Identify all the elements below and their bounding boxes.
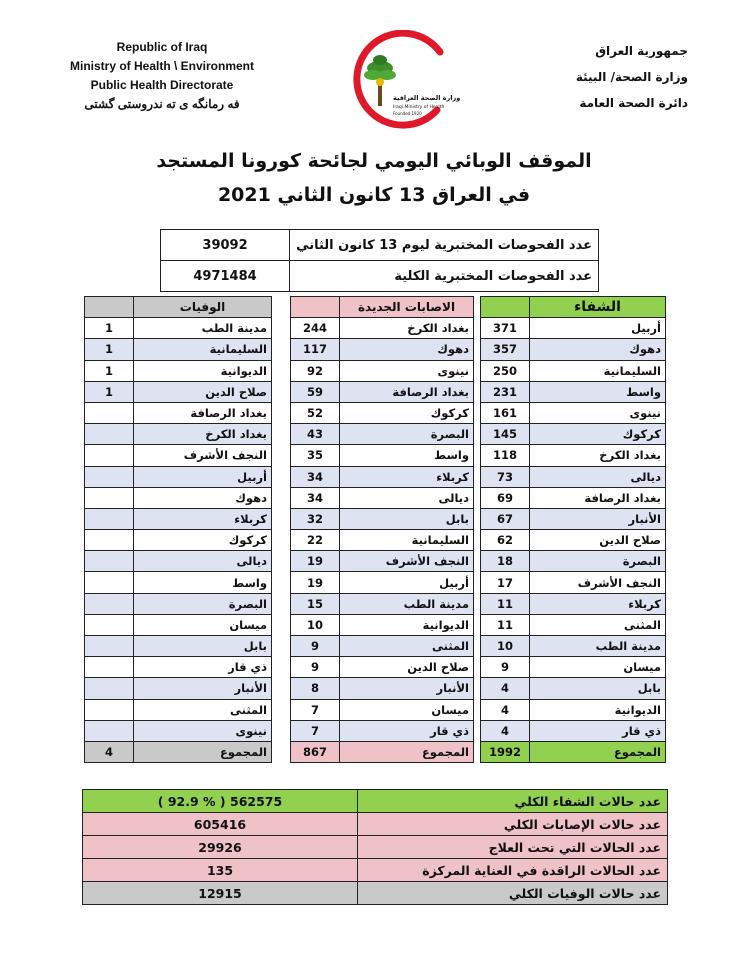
deaths-value xyxy=(85,487,134,508)
recoveries-province: بغداد الرصافة xyxy=(530,487,666,508)
recoveries-row xyxy=(481,339,666,360)
cases-value: 9 xyxy=(291,657,340,678)
recoveries-province: ذي قار xyxy=(530,720,666,741)
summary-label: عدد الحالات التي تحت العلاج xyxy=(358,836,668,859)
cases-province: دهوك xyxy=(340,339,474,360)
deaths-row xyxy=(85,487,272,508)
cases-province: أربيل xyxy=(340,572,474,593)
recoveries-value: 10 xyxy=(481,636,530,657)
cases-value: 34 xyxy=(291,487,340,508)
summary-label: عدد حالات الشفاء الكلي xyxy=(358,790,668,813)
cases-province: بغداد الكرخ xyxy=(340,318,474,339)
deaths-row xyxy=(85,614,272,635)
deaths-province: نينوى xyxy=(134,720,272,741)
cases-value: 32 xyxy=(291,508,340,529)
recoveries-province: ميسان xyxy=(530,657,666,678)
summary-row xyxy=(83,882,668,905)
cases-row xyxy=(291,381,474,402)
deaths-header-blank xyxy=(85,297,134,318)
deaths-province: النجف الأشرف xyxy=(134,445,272,466)
deaths-row xyxy=(85,530,272,551)
recoveries-value: 145 xyxy=(481,424,530,445)
recoveries-row xyxy=(481,402,666,423)
recoveries-province: مدينة الطب xyxy=(530,636,666,657)
recoveries-value: 250 xyxy=(481,360,530,381)
recoveries-total-label: المجموع xyxy=(530,741,666,762)
cases-row xyxy=(291,466,474,487)
deaths-row xyxy=(85,445,272,466)
deaths-row xyxy=(85,402,272,423)
header-ministry-ar: وزارة الصحة/ البيئة xyxy=(575,70,688,84)
deaths-row xyxy=(85,657,272,678)
recoveries-value: 73 xyxy=(481,466,530,487)
recoveries-value: 161 xyxy=(481,402,530,423)
deaths-value xyxy=(85,530,134,551)
summary-row xyxy=(83,859,668,882)
recoveries-value: 11 xyxy=(481,593,530,614)
deaths-row xyxy=(85,720,272,741)
recoveries-row xyxy=(481,699,666,720)
deaths-province: واسط xyxy=(134,572,272,593)
cases-header-blank xyxy=(291,297,340,318)
recoveries-province: بابل xyxy=(530,678,666,699)
cases-row xyxy=(291,402,474,423)
recoveries-row xyxy=(481,657,666,678)
recoveries-province: السليمانية xyxy=(530,360,666,381)
cases-value: 92 xyxy=(291,360,340,381)
recoveries-row xyxy=(481,636,666,657)
cases-row xyxy=(291,487,474,508)
summary-row xyxy=(83,790,668,813)
summary-table xyxy=(82,789,668,905)
tests-row-daily xyxy=(161,230,599,261)
recoveries-header-blank xyxy=(481,297,530,318)
deaths-row xyxy=(85,424,272,445)
recoveries-row xyxy=(481,720,666,741)
tests-daily-label: عدد الفحوصات المختبرية ليوم 13 كانون الثاني xyxy=(290,230,599,261)
recoveries-row xyxy=(481,487,666,508)
recoveries-province: النجف الأشرف xyxy=(530,572,666,593)
cases-row xyxy=(291,657,474,678)
cases-row xyxy=(291,572,474,593)
deaths-value xyxy=(85,551,134,572)
recoveries-total-value: 1992 xyxy=(481,741,530,762)
cases-province: مدينة الطب xyxy=(340,593,474,614)
deaths-province: البصرة xyxy=(134,593,272,614)
cases-province: الأنبار xyxy=(340,678,474,699)
cases-province: ميسان xyxy=(340,699,474,720)
recoveries-value: 4 xyxy=(481,678,530,699)
deaths-province: بابل xyxy=(134,636,272,657)
summary-label: عدد حالات الوفيات الكلي xyxy=(358,882,668,905)
deaths-row xyxy=(85,466,272,487)
cases-province: الديوانية xyxy=(340,614,474,635)
cases-row xyxy=(291,551,474,572)
recoveries-province: أربيل xyxy=(530,318,666,339)
cases-province: كربلاء xyxy=(340,466,474,487)
deaths-province: دهوك xyxy=(134,487,272,508)
cases-value: 19 xyxy=(291,551,340,572)
deaths-value xyxy=(85,614,134,635)
deaths-row xyxy=(85,318,272,339)
recoveries-province: نينوى xyxy=(530,402,666,423)
recoveries-province: دهوك xyxy=(530,339,666,360)
deaths-row xyxy=(85,508,272,529)
deaths-value xyxy=(85,593,134,614)
recoveries-value: 18 xyxy=(481,551,530,572)
recoveries-value: 231 xyxy=(481,381,530,402)
cases-header: الاصابات الجديدة xyxy=(340,297,474,318)
cases-province: واسط xyxy=(340,445,474,466)
deaths-value xyxy=(85,402,134,423)
recoveries-value: 67 xyxy=(481,508,530,529)
cases-row xyxy=(291,593,474,614)
cases-province: المثنى xyxy=(340,636,474,657)
deaths-value xyxy=(85,678,134,699)
summary-value: 605416 xyxy=(83,813,358,836)
cases-value: 35 xyxy=(291,445,340,466)
recoveries-province: صلاح الدين xyxy=(530,530,666,551)
recoveries-value: 4 xyxy=(481,720,530,741)
cases-province: بابل xyxy=(340,508,474,529)
deaths-province: السليمانية xyxy=(134,339,272,360)
cases-value: 117 xyxy=(291,339,340,360)
cases-province: البصرة xyxy=(340,424,474,445)
deaths-province: مدينة الطب xyxy=(134,318,272,339)
summary-row xyxy=(83,836,668,859)
header-directorate-ar: دائرة الصحة العامة xyxy=(579,96,688,110)
cases-value: 52 xyxy=(291,402,340,423)
cases-row xyxy=(291,720,474,741)
cases-row xyxy=(291,339,474,360)
cases-value: 34 xyxy=(291,466,340,487)
tests-total-value: 4971484 xyxy=(161,261,290,292)
summary-value: 12915 xyxy=(83,882,358,905)
tests-row-total xyxy=(161,261,599,292)
summary-value: 135 xyxy=(83,859,358,882)
header-ministry: Ministry of Health \ Environment xyxy=(69,59,255,73)
cases-province: ديالى xyxy=(340,487,474,508)
deaths-row xyxy=(85,678,272,699)
arabic-header xyxy=(576,38,688,116)
logo-founded-text: Founded 1920 xyxy=(393,111,422,116)
recoveries-value: 9 xyxy=(481,657,530,678)
page-title: الموقف الوبائي اليومي لجائحة كورونا المستجد xyxy=(156,150,592,172)
deaths-row xyxy=(85,551,272,572)
deaths-province: ميسان xyxy=(134,614,272,635)
cases-row xyxy=(291,445,474,466)
deaths-row xyxy=(85,572,272,593)
recoveries-row xyxy=(481,593,666,614)
recoveries-value: 17 xyxy=(481,572,530,593)
recoveries-province: ديالى xyxy=(530,466,666,487)
cases-total-value: 867 xyxy=(291,741,340,762)
cases-province: السليمانية xyxy=(340,530,474,551)
recoveries-value: 357 xyxy=(481,339,530,360)
cases-value: 8 xyxy=(291,678,340,699)
cases-province: صلاح الدين xyxy=(340,657,474,678)
ministry-logo xyxy=(345,30,460,130)
deaths-row xyxy=(85,339,272,360)
recoveries-province: المثنى xyxy=(530,614,666,635)
recoveries-value: 62 xyxy=(481,530,530,551)
cases-value: 244 xyxy=(291,318,340,339)
recoveries-row xyxy=(481,678,666,699)
deaths-value xyxy=(85,699,134,720)
cases-total-row xyxy=(291,741,474,762)
logo-arabic-text: وزارة الصحة العراقية xyxy=(393,94,460,102)
recoveries-province: واسط xyxy=(530,381,666,402)
new-cases-table xyxy=(290,296,474,763)
cases-row xyxy=(291,318,474,339)
recoveries-row xyxy=(481,381,666,402)
deaths-province: ذي قار xyxy=(134,657,272,678)
recoveries-row xyxy=(481,614,666,635)
recoveries-row xyxy=(481,318,666,339)
cases-value: 7 xyxy=(291,720,340,741)
recoveries-row xyxy=(481,360,666,381)
recoveries-row xyxy=(481,508,666,529)
header-country: Republic of Iraq xyxy=(116,40,208,54)
tests-table xyxy=(160,229,599,292)
recoveries-province: كركوك xyxy=(530,424,666,445)
deaths-value: 1 xyxy=(85,381,134,402)
deaths-row xyxy=(85,593,272,614)
recoveries-table xyxy=(480,296,666,763)
header-kurdish: فه رمانگه ی ته ندروستی گشتی xyxy=(84,97,240,111)
recoveries-province: البصرة xyxy=(530,551,666,572)
deaths-value xyxy=(85,508,134,529)
cases-row xyxy=(291,360,474,381)
deaths-header: الوفيات xyxy=(134,297,272,318)
deaths-value: 1 xyxy=(85,360,134,381)
recoveries-total-row xyxy=(481,741,666,762)
cases-province: بغداد الرصافة xyxy=(340,381,474,402)
cases-province: نينوى xyxy=(340,360,474,381)
cases-value: 43 xyxy=(291,424,340,445)
deaths-total-row xyxy=(85,741,272,762)
cases-value: 19 xyxy=(291,572,340,593)
english-header xyxy=(52,38,272,114)
cases-value: 10 xyxy=(291,614,340,635)
recoveries-province: بغداد الكرخ xyxy=(530,445,666,466)
deaths-row xyxy=(85,381,272,402)
deaths-value xyxy=(85,572,134,593)
recoveries-value: 11 xyxy=(481,614,530,635)
deaths-province: صلاح الدين xyxy=(134,381,272,402)
deaths-value xyxy=(85,445,134,466)
deaths-province: المثنى xyxy=(134,699,272,720)
deaths-total-value: 4 xyxy=(85,741,134,762)
recoveries-row xyxy=(481,572,666,593)
cases-row xyxy=(291,636,474,657)
cases-row xyxy=(291,614,474,635)
cases-row xyxy=(291,424,474,445)
summary-label: عدد حالات الإصابات الكلي xyxy=(358,813,668,836)
recoveries-province: الديوانية xyxy=(530,699,666,720)
cases-row xyxy=(291,699,474,720)
tests-total-label: عدد الفحوصات المختبرية الكلية xyxy=(290,261,599,292)
deaths-value xyxy=(85,636,134,657)
deaths-header-row xyxy=(85,297,272,318)
cases-province: ذي قار xyxy=(340,720,474,741)
deaths-value xyxy=(85,424,134,445)
recoveries-row xyxy=(481,466,666,487)
cases-value: 9 xyxy=(291,636,340,657)
recoveries-value: 118 xyxy=(481,445,530,466)
deaths-province: ديالى xyxy=(134,551,272,572)
deaths-province: بغداد الرصافة xyxy=(134,402,272,423)
header-country-ar: جمهورية العراق xyxy=(595,44,688,58)
cases-total-label: المجموع xyxy=(340,741,474,762)
cases-header-row xyxy=(291,297,474,318)
deaths-value xyxy=(85,720,134,741)
deaths-province: أربيل xyxy=(134,466,272,487)
logo-english-text: Iraqi Ministry of Health xyxy=(393,105,445,110)
summary-value: ( 92.9 % ) 562575 xyxy=(83,790,358,813)
cases-province: كركوك xyxy=(340,402,474,423)
recoveries-row xyxy=(481,530,666,551)
cases-province: النجف الأشرف xyxy=(340,551,474,572)
recoveries-province: كربلاء xyxy=(530,593,666,614)
recoveries-header-row xyxy=(481,297,666,318)
deaths-province: كربلاء xyxy=(134,508,272,529)
recoveries-header: الشفاء xyxy=(530,297,666,318)
header-directorate: Public Health Directorate xyxy=(90,78,234,92)
deaths-table xyxy=(84,296,272,763)
recoveries-row xyxy=(481,445,666,466)
cases-value: 22 xyxy=(291,530,340,551)
cases-value: 59 xyxy=(291,381,340,402)
recoveries-value: 69 xyxy=(481,487,530,508)
summary-row xyxy=(83,813,668,836)
deaths-province: الديوانية xyxy=(134,360,272,381)
summary-label: عدد الحالات الراقدة في العناية المركزة xyxy=(358,859,668,882)
deaths-row xyxy=(85,699,272,720)
tests-daily-value: 39092 xyxy=(161,230,290,261)
deaths-value: 1 xyxy=(85,318,134,339)
cases-row xyxy=(291,678,474,699)
cases-value: 15 xyxy=(291,593,340,614)
cases-value: 7 xyxy=(291,699,340,720)
recoveries-province: الأنبار xyxy=(530,508,666,529)
recoveries-value: 4 xyxy=(481,699,530,720)
deaths-value: 1 xyxy=(85,339,134,360)
deaths-province: الأنبار xyxy=(134,678,272,699)
deaths-row xyxy=(85,636,272,657)
recoveries-value: 371 xyxy=(481,318,530,339)
deaths-value xyxy=(85,657,134,678)
deaths-value xyxy=(85,466,134,487)
deaths-total-label: المجموع xyxy=(134,741,272,762)
recoveries-row xyxy=(481,551,666,572)
cases-row xyxy=(291,508,474,529)
recoveries-row xyxy=(481,424,666,445)
deaths-row xyxy=(85,360,272,381)
deaths-province: بغداد الكرخ xyxy=(134,424,272,445)
cases-row xyxy=(291,530,474,551)
page-subtitle: في العراق 13 كانون الثاني 2021 xyxy=(217,184,531,206)
deaths-province: كركوك xyxy=(134,530,272,551)
summary-value: 29926 xyxy=(83,836,358,859)
